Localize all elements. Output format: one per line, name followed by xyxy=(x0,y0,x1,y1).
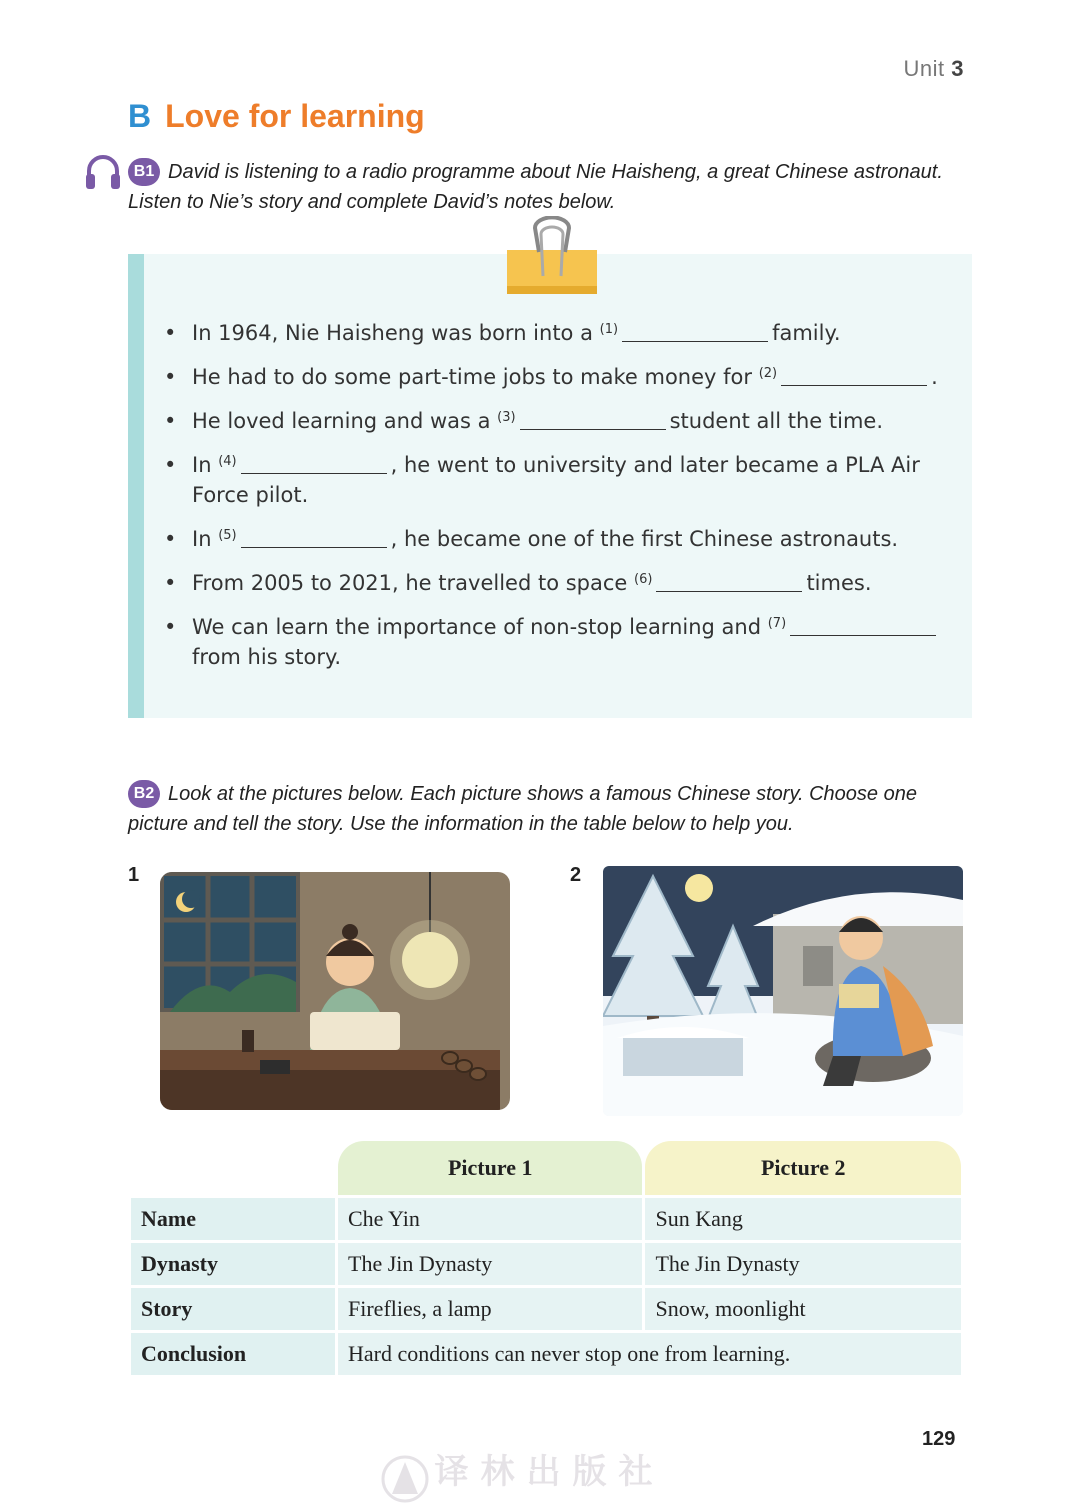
table-cell: The Jin Dynasty xyxy=(338,1243,642,1285)
answer-blank[interactable] xyxy=(241,527,387,548)
row-label: Story xyxy=(131,1288,335,1330)
unit-label xyxy=(904,56,965,82)
note-item: • He loved learning and was a $^{(3)}$ student all the time. xyxy=(160,406,960,436)
picture-2-illustration xyxy=(603,866,963,1116)
row-label: Name xyxy=(131,1198,335,1240)
note-item: • We can learn the importance of non-stop learning and $^{(7)}$from his story. xyxy=(160,612,960,672)
publisher-name: 译林出版社 xyxy=(434,1452,665,1492)
table-row xyxy=(131,1198,961,1240)
b2-instruction xyxy=(128,779,968,839)
table-cell: Snow, moonlight xyxy=(645,1288,961,1330)
header-picture-1: Picture 1 xyxy=(338,1141,642,1195)
publisher-logo-icon xyxy=(380,1454,430,1504)
b2-instruction-text: Look at the pictures below. Each picture shows a famous Chinese story. Choose one picture and tell the story. Use the information in the table below to help you. xyxy=(128,783,917,835)
header-picture-2: Picture 2 xyxy=(645,1141,961,1195)
table-cell: Fireflies, a lamp xyxy=(338,1288,642,1330)
unit-number: 3 xyxy=(951,56,964,81)
table-row xyxy=(131,1288,961,1330)
section-heading xyxy=(128,98,425,135)
picture-2-number: 2 xyxy=(570,864,582,886)
answer-blank[interactable] xyxy=(622,321,768,342)
picture-1-illustration xyxy=(160,872,510,1110)
notes-list xyxy=(160,318,960,686)
row-label: Conclusion xyxy=(131,1333,335,1375)
binder-clip-icon xyxy=(505,216,599,298)
headphone-icon[interactable] xyxy=(84,152,122,192)
table-row xyxy=(131,1333,961,1375)
unit-word: Unit xyxy=(903,56,945,81)
table-cell: Sun Kang xyxy=(645,1198,961,1240)
note-item: • He had to do some part-time jobs to make money for $^{(2)}$ . xyxy=(160,362,960,392)
table-row xyxy=(131,1243,961,1285)
table-header-row xyxy=(131,1141,961,1195)
table-cell: The Jin Dynasty xyxy=(645,1243,961,1285)
row-label: Dynasty xyxy=(131,1243,335,1285)
picture-1-number: 1 xyxy=(128,864,140,886)
b1-instruction xyxy=(128,157,968,217)
answer-blank[interactable] xyxy=(241,453,387,474)
note-item: • In $^{(5)}$ , he became one of the first Chinese astronauts. xyxy=(160,524,960,554)
answer-blank[interactable] xyxy=(520,409,666,430)
note-item: • In $^{(4)}$ , he went to university and later became a PLA Air Force pilot. xyxy=(160,450,960,510)
answer-blank[interactable] xyxy=(656,571,802,592)
section-letter: B xyxy=(128,98,152,134)
publisher-watermark xyxy=(380,1444,700,1496)
answer-blank[interactable] xyxy=(781,365,927,386)
answer-blank[interactable] xyxy=(790,615,936,636)
table-corner xyxy=(131,1141,335,1195)
note-item: • From 2005 to 2021, he travelled to space $^{(6)}$ times. xyxy=(160,568,960,598)
table-cell: Che Yin xyxy=(338,1198,642,1240)
section-title: Love for learning xyxy=(165,98,425,134)
story-table xyxy=(128,1138,964,1378)
table-cell: Hard conditions can never stop one from learning. xyxy=(338,1333,961,1375)
b2-badge: B2 xyxy=(128,780,160,808)
page-number: 129 xyxy=(922,1428,956,1450)
b1-instruction-text: David is listening to a radio programme about Nie Haisheng, a great Chinese astronaut. Listen to Nie’s story and complete David’s notes below. xyxy=(128,161,943,213)
note-item: • In 1964, Nie Haisheng was born into a $^{(1)}$ family. xyxy=(160,318,960,348)
b1-badge: B1 xyxy=(128,158,160,186)
